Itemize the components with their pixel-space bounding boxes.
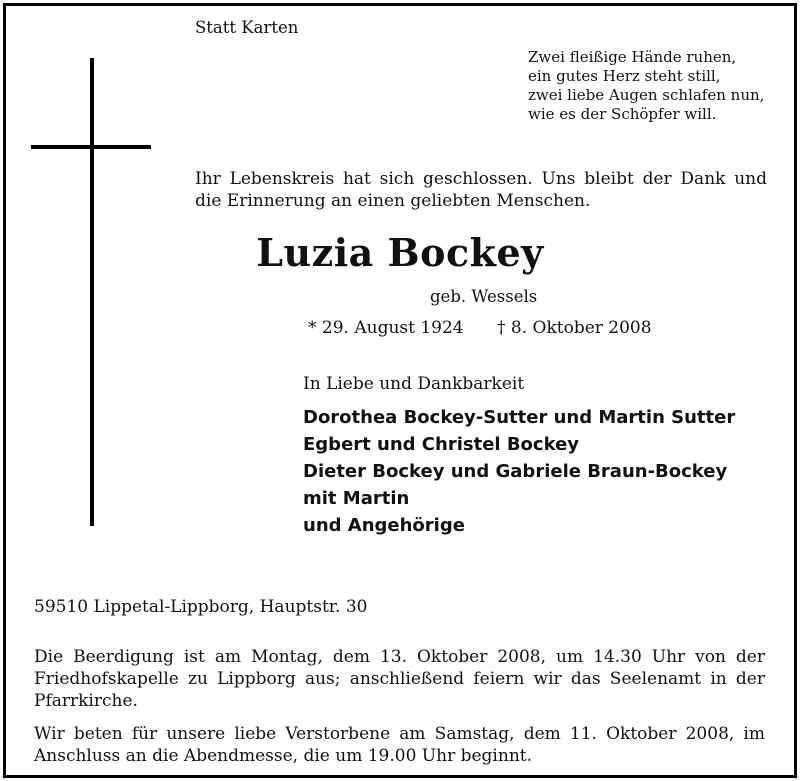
- maiden-name: geb. Wessels: [430, 287, 538, 306]
- funeral-info: Die Beerdigung ist am Montag, dem 13. Oktober 2008, um 14.30 Uhr von der Friedhofskapelle zu Lippborg aus; anschließend feiern wir das Seelenamt in der Pfarrkirche.: [34, 647, 765, 711]
- deceased-name: Luzia Bockey: [256, 230, 544, 275]
- poem-line: wie es der Schöpfer will.: [528, 105, 717, 123]
- poem-line: Zwei fleißige Hände ruhen,: [528, 48, 737, 66]
- intro-text: Ihr Lebenskreis hat sich geschlossen. Uns bleibt der Dank und die Erinnerung an einen geliebten Menschen.: [195, 169, 767, 211]
- mourner-line: und Angehörige: [303, 515, 465, 536]
- mourner-line: Dieter Bockey und Gabriele Braun-Bockey: [303, 461, 728, 482]
- cross-icon-bar: [31, 145, 151, 149]
- mourners-intro: In Liebe und Dankbarkeit: [303, 374, 525, 394]
- mass-info: Wir beten für unsere liebe Verstorbene am Samstag, dem 11. Oktober 2008, im Anschluss an die Abendmesse, die um 19.00 Uhr beginnt.: [34, 724, 765, 766]
- address: 59510 Lippetal-Lippborg, Hauptstr. 30: [34, 597, 368, 617]
- birth-date: * 29. August 1924: [308, 318, 464, 338]
- death-date: † 8. Oktober 2008: [497, 318, 652, 338]
- poem-line: zwei liebe Augen schlafen nun,: [528, 86, 765, 104]
- mourners-list: [303, 404, 735, 539]
- mourner-line: mit Martin: [303, 488, 410, 509]
- mourner-line: Dorothea Bockey-Sutter und Martin Sutter: [303, 407, 736, 428]
- cross-icon: [90, 58, 94, 526]
- poem-line: ein gutes Herz steht still,: [528, 67, 721, 85]
- mourner-line: Egbert und Christel Bockey: [303, 434, 580, 455]
- statt-karten-label: Statt Karten: [195, 18, 299, 37]
- poem: [528, 48, 764, 124]
